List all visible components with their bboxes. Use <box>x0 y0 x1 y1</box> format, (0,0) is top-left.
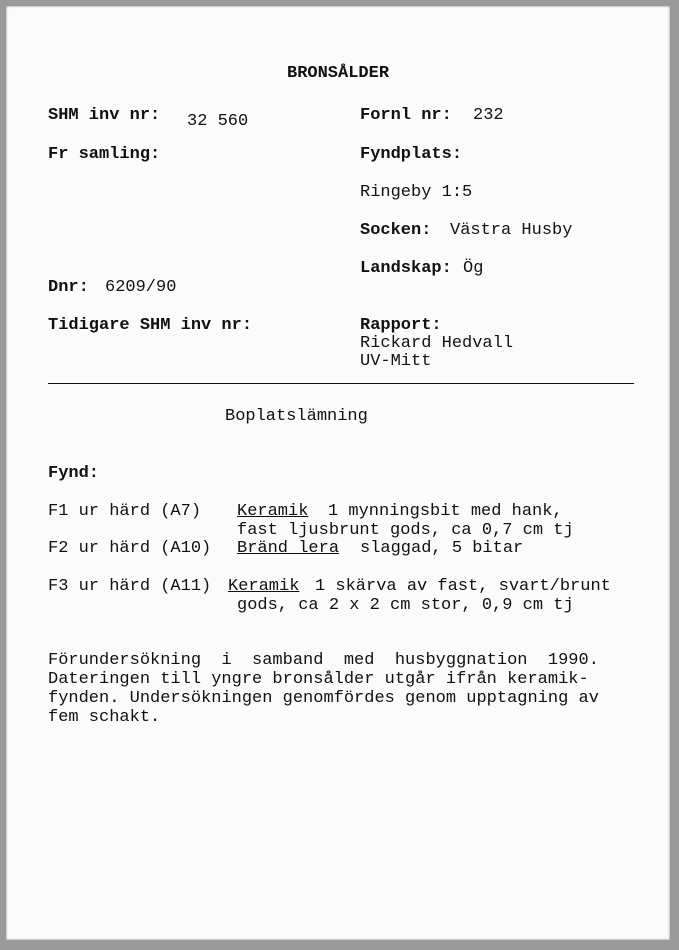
landskap-value: Ög <box>463 259 484 278</box>
document-page <box>6 6 670 940</box>
divider-line <box>48 383 634 384</box>
find-1-line2: fast ljusbrunt gods, ca 0,7 cm tj <box>237 521 574 540</box>
note-line-3: fynden. Undersökningen genomfördes genom upptagning av <box>48 689 599 708</box>
fornl-label: Fornl nr: <box>360 106 452 125</box>
dnr-value: 6209/90 <box>105 278 177 297</box>
fr-samling-label: Fr samling: <box>48 145 161 164</box>
rapport-label: Rapport: <box>360 316 442 335</box>
find-2-line1: slaggad, 5 bitar <box>360 539 524 558</box>
rapport-unit: UV-Mitt <box>360 352 432 371</box>
note-line-2: Dateringen till yngre bronsålder utgår ifrån keramik- <box>48 670 589 689</box>
fyndplats-value: Ringeby 1:5 <box>360 183 473 202</box>
tidigare-shm-label: Tidigare SHM inv nr: <box>48 316 253 335</box>
socken-value: Västra Husby <box>450 221 573 240</box>
find-1-line1: 1 mynningsbit med hank, <box>328 502 563 521</box>
site-category: Boplatslämning <box>225 407 368 426</box>
fornl-value: 232 <box>473 106 504 125</box>
find-3-material: Keramik <box>228 577 300 596</box>
note-line-4: fem schakt. <box>48 708 161 727</box>
shm-inv-value: 32 560 <box>187 112 249 131</box>
find-2-prefix: F2 ur härd (A10) <box>48 539 212 558</box>
period-title: BRONSÅLDER <box>287 64 390 83</box>
find-3-line1: 1 skärva av fast, svart/brunt <box>315 577 611 596</box>
landskap-label: Landskap: <box>360 259 452 278</box>
find-2-material: Bränd lera <box>237 539 340 558</box>
find-3-line2: gods, ca 2 x 2 cm stor, 0,9 cm tj <box>237 596 574 615</box>
shm-inv-label: SHM inv nr: <box>48 106 161 125</box>
rapport-author: Rickard Hedvall <box>360 334 514 353</box>
fyndplats-label: Fyndplats: <box>360 145 463 164</box>
find-1-material: Keramik <box>237 502 309 521</box>
find-1-prefix: F1 ur härd (A7) <box>48 502 202 521</box>
socken-label: Socken: <box>360 221 432 240</box>
find-3-prefix: F3 ur härd (A11) <box>48 577 212 596</box>
note-line-1: Förundersökning i samband med husbyggnation 1990. <box>48 651 599 670</box>
fynd-label: Fynd: <box>48 464 100 483</box>
dnr-label: Dnr: <box>48 278 89 297</box>
